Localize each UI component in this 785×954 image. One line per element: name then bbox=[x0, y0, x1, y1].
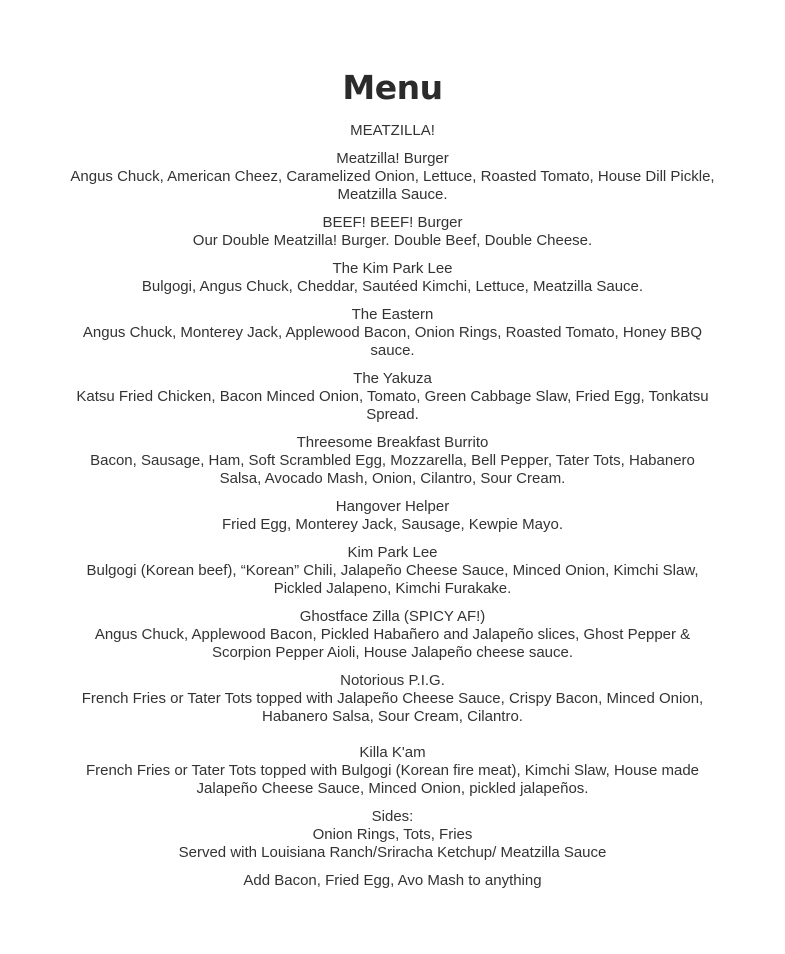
sides-block bbox=[68, 808, 718, 862]
menu-item bbox=[68, 214, 718, 250]
sides-served-with: Served with Louisiana Ranch/Sriracha Ketchup/ Meatzilla Sauce bbox=[178, 844, 607, 861]
menu-item bbox=[68, 306, 718, 360]
menu-item-name: The Eastern bbox=[351, 306, 434, 323]
menu-item-description: French Fries or Tater Tots topped with Jalapeño Cheese Sauce, Crispy Bacon, Minced Onion, Habanero Salsa, Sour Cream, Cilantro. bbox=[81, 690, 704, 725]
menu-item-description: Fried Egg, Monterey Jack, Sausage, Kewpie Mayo. bbox=[221, 516, 563, 533]
menu-item-name: The Yakuza bbox=[353, 370, 432, 387]
menu-item-description: Angus Chuck, Monterey Jack, Applewood Bacon, Onion Rings, Roasted Tomato, Honey BBQ sauce. bbox=[82, 324, 703, 359]
menu-item-description: Our Double Meatzilla! Burger. Double Beef, Double Cheese. bbox=[192, 232, 593, 249]
menu-item-name: The Kim Park Lee bbox=[332, 260, 453, 277]
menu-item-name: Ghostface Zilla (SPICY AF!) bbox=[299, 608, 486, 625]
menu-item-name: BEEF! BEEF! Burger bbox=[322, 214, 463, 231]
menu-item-name: Threesome Breakfast Burrito bbox=[296, 434, 489, 451]
menu-item bbox=[68, 544, 718, 598]
menu-item bbox=[68, 672, 718, 726]
menu-item-description: Angus Chuck, Applewood Bacon, Pickled Habañero and Jalapeño slices, Ghost Pepper & Scorpion Pepper Aioli, House Jalapeño cheese sauce. bbox=[94, 626, 691, 661]
menu-item bbox=[68, 608, 718, 662]
menu-item-name: Kim Park Lee bbox=[347, 544, 438, 561]
page-title: Menu bbox=[342, 68, 443, 107]
menu-item-description: Angus Chuck, American Cheez, Caramelized Onion, Lettuce, Roasted Tomato, House Dill Pickle, Meatzilla Sauce. bbox=[70, 168, 715, 203]
section-title: MEATZILLA! bbox=[350, 122, 435, 139]
menu-item-description: Bulgogi, Angus Chuck, Cheddar, Sautéed Kimchi, Lettuce, Meatzilla Sauce. bbox=[141, 278, 644, 295]
addon-text: Add Bacon, Fried Egg, Avo Mash to anything bbox=[243, 872, 542, 889]
menu-item-name: Meatzilla! Burger bbox=[336, 150, 449, 167]
menu-item bbox=[68, 150, 718, 204]
section-heading-block bbox=[68, 122, 718, 140]
menu-item-description: Bulgogi (Korean beef), “Korean” Chili, Jalapeño Cheese Sauce, Minced Onion, Kimchi Slaw, Pickled Jalapeno, Kimchi Furakake. bbox=[86, 562, 699, 597]
menu-item-description: Bacon, Sausage, Ham, Soft Scrambled Egg, Mozzarella, Bell Pepper, Tater Tots, Habanero Salsa, Avocado Mash, Onion, Cilantro, Sour Cream. bbox=[90, 452, 695, 487]
menu-item-description: Katsu Fried Chicken, Bacon Minced Onion, Tomato, Green Cabbage Slaw, Fried Egg, Tonkatsu Spread. bbox=[76, 388, 709, 423]
menu-item-name: Killa K'am bbox=[359, 744, 426, 761]
menu-item bbox=[68, 370, 718, 424]
menu-item bbox=[68, 434, 718, 488]
sides-list: Onion Rings, Tots, Fries bbox=[312, 826, 473, 843]
addon-block bbox=[68, 872, 718, 890]
menu-item-name: Notorious P.I.G. bbox=[340, 672, 445, 689]
menu-content bbox=[68, 122, 718, 890]
menu-item-description: French Fries or Tater Tots topped with Bulgogi (Korean fire meat), Kimchi Slaw, House made Jalapeño Cheese Sauce, Minced Onion, pickled jalapeños. bbox=[85, 762, 700, 797]
sides-label: Sides: bbox=[371, 808, 414, 825]
menu-item bbox=[68, 498, 718, 534]
menu-item-name: Hangover Helper bbox=[335, 498, 450, 515]
menu-item bbox=[68, 744, 718, 798]
menu-item bbox=[68, 260, 718, 296]
